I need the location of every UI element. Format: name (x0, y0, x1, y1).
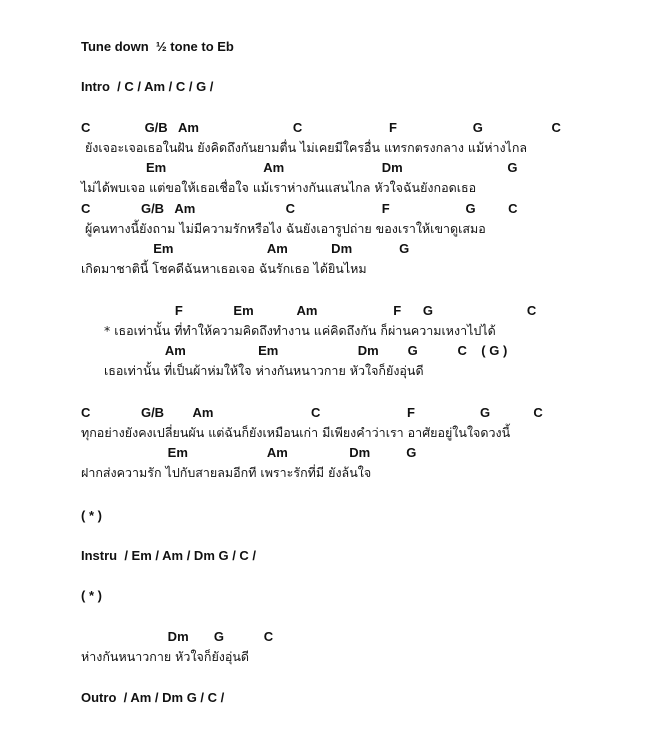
chorus-lyric-1: * เธอเท่านั้น ที่ทำให้ความคิดถึงทำงาน แค่คิดถึงกัน ก็ผ่านความเหงาไปได้ (104, 323, 496, 338)
ending-lyric: ห่างกันหนาวกาย หัวใจก็ยังอุ่นดี (81, 649, 250, 664)
verse2-chords-1: C G/B Am C F G C (81, 405, 543, 420)
chorus-chords-1: F Em Am F G C (81, 303, 537, 318)
tuning-note: Tune down ½ tone to Eb (81, 39, 234, 54)
instrumental-line: Instru / Em / Am / Dm G / C / (81, 548, 257, 563)
verse1-chords-3: C G/B Am C F G C (81, 201, 518, 216)
verse2-lyric-2: ฝากส่งความรัก ไปกับสายลมอีกที เพราะรักที่มี ยังล้นใจ (81, 465, 372, 480)
outro-line: Outro / Am / Dm G / C / (81, 690, 225, 705)
verse1-lyric-3: ผู้คนทางนี้ยังถาม ไม่มีความรักหรือไง ฉันยังเอารูปถ่าย ของเราให้เขาดูเสมอ (81, 221, 486, 236)
verse2-chords-2: Em Am Dm G (81, 445, 417, 460)
chorus-lyric-2: เธอเท่านั้น ที่เป็นผ้าห่มให้ใจ ห่างกันหนาวกาย หัวใจก็ยังอุ่นดี (104, 363, 424, 378)
verse1-lyric-1: ยังเจอะเจอเธอในฝัน ยังคิดถึงกันยามตื่น ไม่เคยมีใครอื่น แทรกตรงกลาง แม้ห่างไกล (81, 140, 528, 155)
repeat-chorus-1: ( * ) (81, 508, 102, 523)
verse1-chords-4: Em Am Dm G (81, 241, 410, 256)
verse1-chords-1: C G/B Am C F G C (81, 120, 561, 135)
repeat-chorus-2: ( * ) (81, 588, 102, 603)
verse1-lyric-2: ไม่ได้พบเจอ แต่ขอให้เธอเชื่อใจ แม้เราห่างกันแสนไกล หัวใจฉันยังกอดเธอ (81, 180, 477, 195)
verse2-lyric-1: ทุกอย่างยังคงเปลี่ยนผัน แต่ฉันก็ยังเหมือนเก่า มีเพียงคำว่าเรา อาศัยอยู่ในใจดวงนี้ (81, 425, 511, 440)
intro-line: Intro / C / Am / C / G / (81, 79, 214, 94)
chorus-chords-2: Am Em Dm G C ( G ) (104, 343, 508, 358)
verse1-chords-2: Em Am Dm G (81, 160, 518, 175)
ending-chords: Dm G C (81, 629, 274, 644)
verse1-lyric-4: เกิดมาชาตินี้ โชคดีฉันหาเธอเจอ ฉันรักเธอ ได้ยินไหม (81, 261, 367, 276)
